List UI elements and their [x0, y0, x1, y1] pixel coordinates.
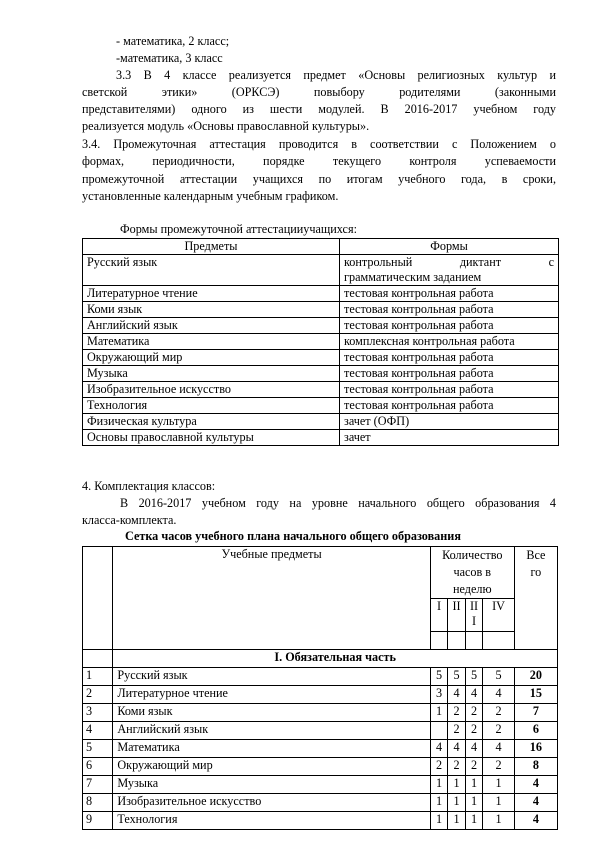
- hours-row: [83, 668, 558, 686]
- forms-subject: Английский язык: [83, 318, 340, 334]
- forms-subject: Русский язык: [83, 255, 340, 286]
- row-hours: 2: [483, 722, 515, 740]
- row-hours: 1: [465, 812, 483, 830]
- row-hours: 2: [483, 758, 515, 776]
- row-subject: Математика: [113, 740, 430, 758]
- forms-form: тестовая контрольная работа: [340, 398, 559, 414]
- row-hours: 5: [448, 668, 466, 686]
- forms-form: тестовая контрольная работа: [340, 286, 559, 302]
- para-3-3-line-3: представителями) одного из шести модулей. В 2016-2017 учебном году: [82, 102, 556, 116]
- para-3-3-line-1: 3.3 В 4 классе реализуется предмет «Основы религиозных культур и: [116, 68, 556, 82]
- para-3-4-line-4: установленные календарным учебным графиком.: [82, 189, 339, 203]
- hours-header-row: [83, 547, 558, 599]
- section-4-text-line-2: класса-комплекта.: [82, 513, 177, 527]
- hours-header-total-line-1: Все: [526, 548, 546, 562]
- row-number: 2: [83, 686, 113, 704]
- section-4-text-line-1: В 2016-2017 учебном году на уровне начального общего образования 4: [120, 496, 556, 510]
- hours-row: [83, 722, 558, 740]
- row-hours: 1: [448, 776, 466, 794]
- row-subject: Изобразительное искусство: [113, 794, 430, 812]
- row-hours: 4: [483, 740, 515, 758]
- row-hours: 1: [483, 794, 515, 812]
- row-subject: Русский язык: [113, 668, 430, 686]
- forms-row: [83, 398, 559, 414]
- row-number: 4: [83, 722, 113, 740]
- row-hours: 1: [430, 776, 448, 794]
- row-number: 6: [83, 758, 113, 776]
- hours-row: [83, 758, 558, 776]
- forms-subject: Физическая культура: [83, 414, 340, 430]
- forms-subject: Окружающий мир: [83, 350, 340, 366]
- row-subject: Коми язык: [113, 704, 430, 722]
- hours-section-title: I. Обязательная часть: [113, 650, 558, 668]
- row-hours: 2: [483, 704, 515, 722]
- forms-subject: Технология: [83, 398, 340, 414]
- forms-form: тестовая контрольная работа: [340, 382, 559, 398]
- forms-subject: Основы православной культуры: [83, 430, 340, 446]
- para-3-3-line-2: светской этики» (ОРКСЭ) повыбору родителями (законными: [82, 85, 556, 99]
- forms-subject: Математика: [83, 334, 340, 350]
- hours-header-hours-line-2: часов в неделю: [452, 565, 492, 596]
- row-hours: 2: [465, 722, 483, 740]
- row-hours: 4: [430, 740, 448, 758]
- grade-4: IV: [483, 599, 515, 632]
- forms-row: [83, 430, 559, 446]
- forms-row: [83, 334, 559, 350]
- intro-line-2: -математика, 3 класс: [116, 51, 223, 65]
- forms-form: комплексная контрольная работа: [340, 334, 559, 350]
- row-hours: 5: [465, 668, 483, 686]
- forms-header-subjects: Предметы: [83, 239, 340, 255]
- row-hours: 5: [483, 668, 515, 686]
- row-hours: 2: [465, 704, 483, 722]
- forms-form: тестовая контрольная работа: [340, 366, 559, 382]
- row-hours: 3: [430, 686, 448, 704]
- hours-header-subjects: Учебные предметы: [113, 547, 430, 650]
- para-3-4-line-2: формах, периодичности, порядке текущего контроля успеваемости: [82, 154, 556, 168]
- row-hours: 1: [465, 776, 483, 794]
- row-hours: 4: [448, 740, 466, 758]
- row-total: 16: [514, 740, 557, 758]
- forms-subject: Коми язык: [83, 302, 340, 318]
- forms-form: [340, 255, 559, 286]
- forms-form: зачет: [340, 430, 559, 446]
- forms-form-line-2: грамматическим заданием: [344, 270, 482, 284]
- row-hours: 2: [448, 722, 466, 740]
- row-hours: 1: [483, 776, 515, 794]
- row-number: 3: [83, 704, 113, 722]
- forms-subject: Музыка: [83, 366, 340, 382]
- row-hours: 2: [465, 758, 483, 776]
- row-hours: 2: [430, 758, 448, 776]
- row-total: 4: [514, 812, 557, 830]
- row-hours: 4: [465, 686, 483, 704]
- row-hours: [430, 722, 448, 740]
- row-total: 4: [514, 776, 557, 794]
- forms-row: [83, 286, 559, 302]
- row-total: 15: [514, 686, 557, 704]
- row-hours: 1: [448, 812, 466, 830]
- row-hours: 1: [430, 704, 448, 722]
- para-3-3-line-4: реализуется модуль «Основы православной культуры».: [82, 119, 370, 133]
- row-total: 6: [514, 722, 557, 740]
- row-hours: 1: [465, 794, 483, 812]
- hours-row: [83, 776, 558, 794]
- grade-1: I: [430, 599, 448, 632]
- row-hours: 1: [448, 794, 466, 812]
- forms-row: [83, 382, 559, 398]
- row-hours: 5: [430, 668, 448, 686]
- row-subject: Технология: [113, 812, 430, 830]
- forms-caption: Формы промежуточной аттестацииучащихся:: [120, 222, 357, 236]
- grade-3: II I: [465, 599, 483, 632]
- row-number: 5: [83, 740, 113, 758]
- forms-form: зачет (ОФП): [340, 414, 559, 430]
- hours-row: [83, 812, 558, 830]
- row-subject: Музыка: [113, 776, 430, 794]
- grade-2: II: [448, 599, 466, 632]
- row-hours: 4: [483, 686, 515, 704]
- hours-row: [83, 794, 558, 812]
- row-total: 7: [514, 704, 557, 722]
- hours-header-num: [83, 547, 113, 650]
- forms-table: [82, 238, 559, 446]
- forms-form: тестовая контрольная работа: [340, 318, 559, 334]
- row-total: 8: [514, 758, 557, 776]
- row-number: 7: [83, 776, 113, 794]
- forms-subject: Изобразительное искусство: [83, 382, 340, 398]
- row-hours: 1: [483, 812, 515, 830]
- hours-header-total: [514, 547, 557, 650]
- hours-caption: Сетка часов учебного плана начального общего образования: [125, 529, 461, 543]
- hours-header-hours-line-1: Количество: [442, 548, 503, 562]
- hours-row: [83, 740, 558, 758]
- para-3-4-line-3: промежуточной аттестации учащихся по итогам учебного года, в сроки,: [82, 172, 556, 186]
- forms-form-line-1: контрольный диктант с: [344, 255, 554, 269]
- row-number: 8: [83, 794, 113, 812]
- forms-row: [83, 350, 559, 366]
- row-number: 9: [83, 812, 113, 830]
- hours-header-hours: [430, 547, 514, 599]
- forms-form: тестовая контрольная работа: [340, 350, 559, 366]
- forms-row: [83, 414, 559, 430]
- row-hours: 4: [448, 686, 466, 704]
- para-3-4-line-1: 3.4. Промежуточная аттестация проводится в соответствии с Положением о: [82, 137, 556, 151]
- row-total: 20: [514, 668, 557, 686]
- forms-row: [83, 255, 559, 286]
- section-4-title: 4. Комплектация классов:: [82, 479, 216, 493]
- hours-table: [82, 546, 558, 830]
- hours-row: [83, 704, 558, 722]
- forms-row: [83, 302, 559, 318]
- hours-row: [83, 686, 558, 704]
- row-total: 4: [514, 794, 557, 812]
- forms-subject: Литературное чтение: [83, 286, 340, 302]
- forms-form: тестовая контрольная работа: [340, 302, 559, 318]
- row-subject: Английский язык: [113, 722, 430, 740]
- row-hours: 4: [465, 740, 483, 758]
- row-hours: 2: [448, 704, 466, 722]
- row-subject: Литературное чтение: [113, 686, 430, 704]
- row-hours: 2: [448, 758, 466, 776]
- forms-row: [83, 318, 559, 334]
- row-hours: 1: [430, 812, 448, 830]
- row-number: 1: [83, 668, 113, 686]
- forms-row: [83, 366, 559, 382]
- hours-section-row: [83, 650, 558, 668]
- row-hours: 1: [430, 794, 448, 812]
- hours-header-total-line-2: го: [530, 565, 542, 579]
- forms-header-forms: Формы: [340, 239, 559, 255]
- row-subject: Окружающий мир: [113, 758, 430, 776]
- forms-header-row: [83, 239, 559, 255]
- intro-line-1: - математика, 2 класс;: [116, 34, 230, 48]
